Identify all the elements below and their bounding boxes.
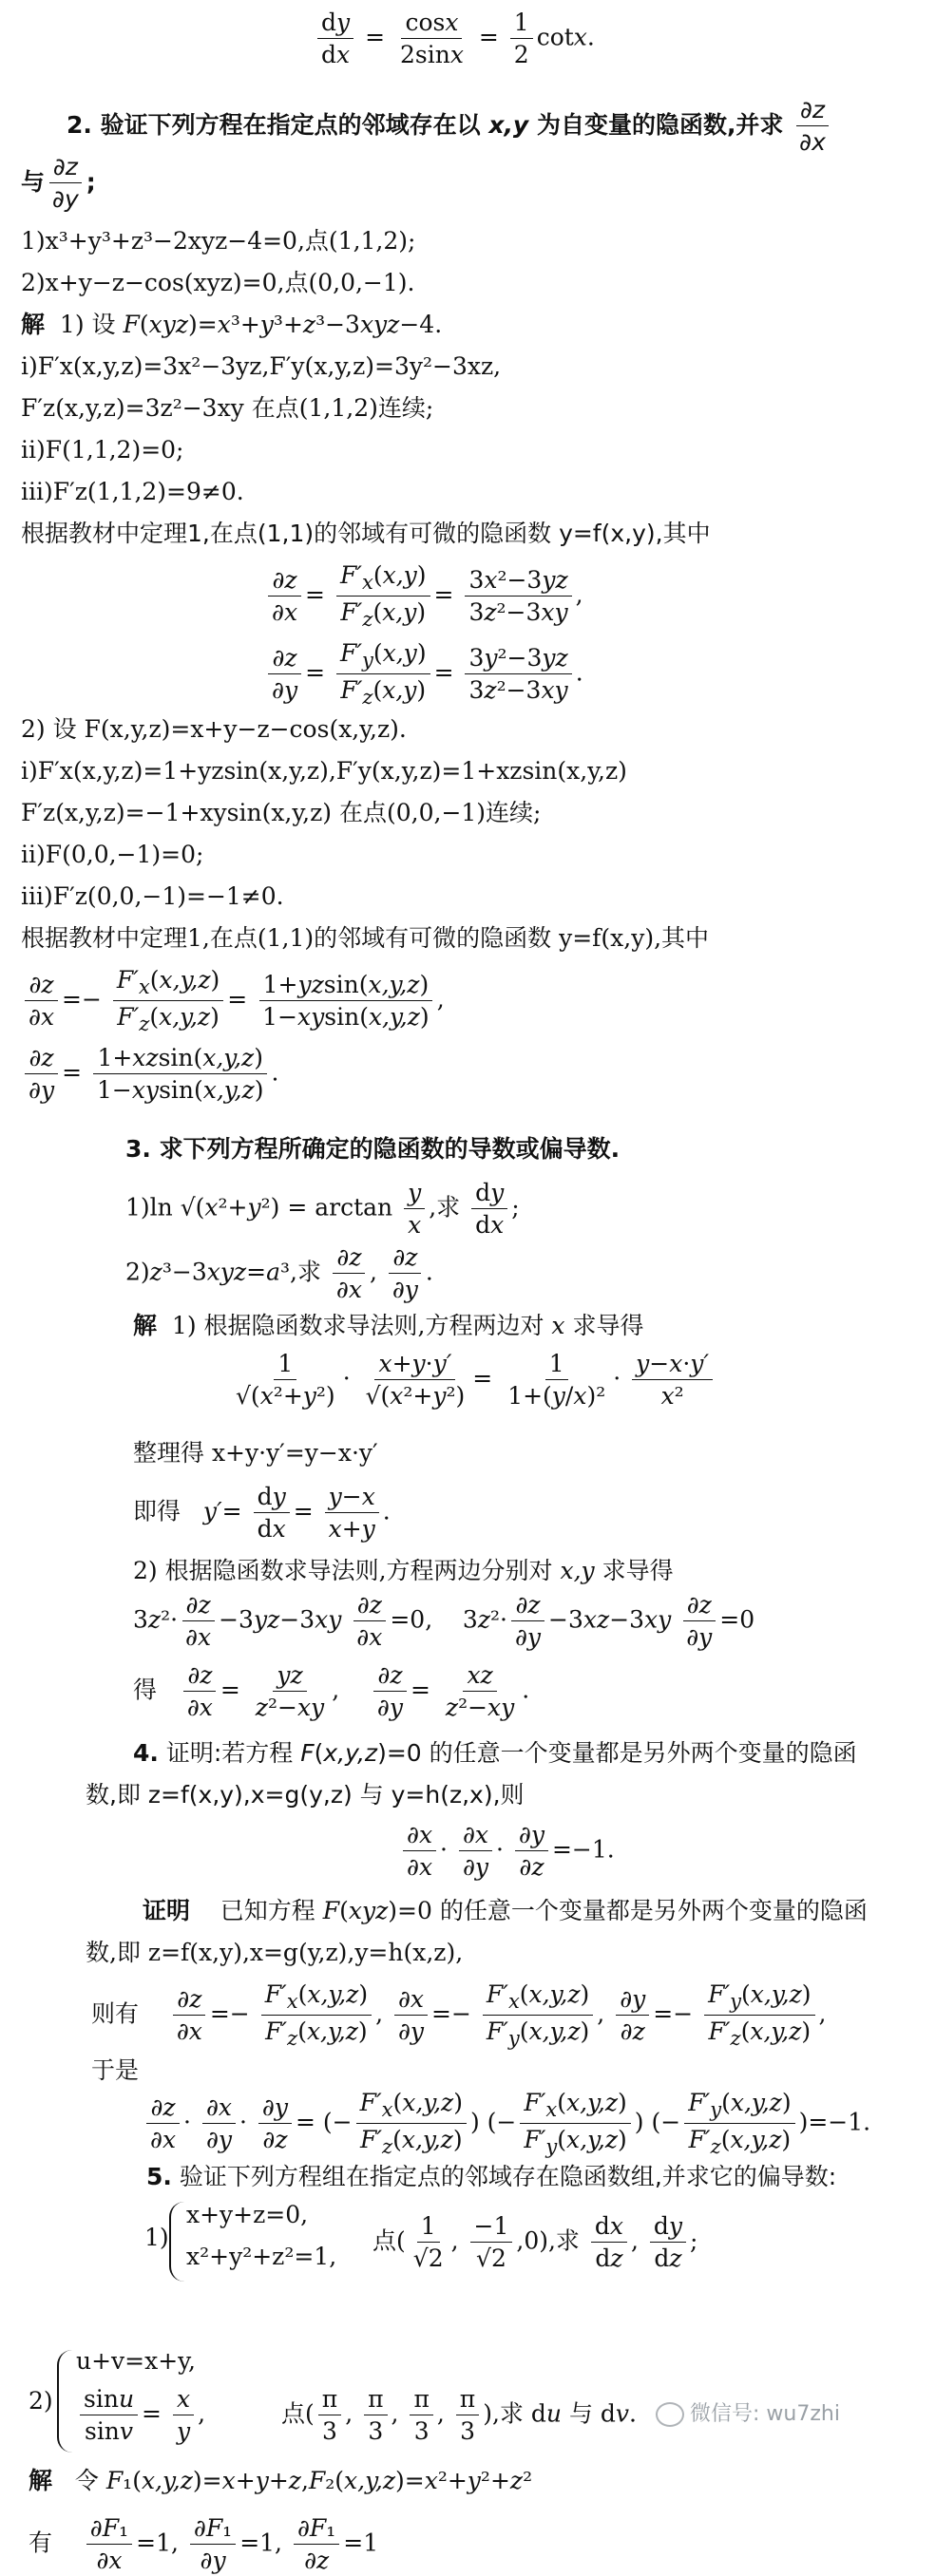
watermark <box>656 2401 840 2428</box>
wechat-icon <box>656 2402 684 2427</box>
solution-2-2-intro: 2) 设 F(x,y,z)=x+y−z−cos(x,y,z). <box>21 715 407 743</box>
proof-4-intro: 证明 已知方程 F(xyz)=0 的任意一个变量都是另外两个变量的隐函 <box>143 1897 868 1924</box>
system2-eq1: u+v=x+y, <box>76 2347 196 2375</box>
problem4-claim: $\frac{\partial x}{\partial x}$ · $\frac{\partial x}{\partial y}$ · $\frac{\partial y}{\partial z}$ =−1. <box>399 1820 615 1883</box>
system1-brace <box>169 2202 184 2282</box>
solution-2-1-i: i)F′x(x,y,z)=3x²−3yz,F′y(x,y,z)=3y²−3xz, <box>21 352 502 380</box>
solution-5-intro: 解 令 F₁(x,y,z)=x+y+z,F₂(x,y,z)=x²+y²+z² <box>29 2467 533 2494</box>
equation-2-2-dzdx: $\frac{\partial z}{\partial x}$ =− $\frac{F'_x(x,y,z)}{F'_z(x,y,z)}$ = $\frac{1+yzsin(x,y,z)}{1-xysin(x,y,z)}$ , <box>21 965 445 1037</box>
system1-eq2: x²+y²+z²=1, <box>186 2243 337 2270</box>
system2-brace <box>57 2350 72 2453</box>
proof-4-intro-cont: 数,即 z=f(x,y),x=g(y,z),y=h(x,z), <box>86 1939 464 1966</box>
solution-5-partials: 有 $\frac{\text{∂F₁}}{\partial x}$ =1, $\frac{\text{∂F₁}}{\partial y}$ =1, $\frac{\text{∂F₁}}{\partial z}$ =1 <box>29 2514 379 2575</box>
solution-2-1-iii: iii)F′z(1,1,2)=9≠0. <box>21 478 244 505</box>
equation-3-2: 3z²· $\frac{\partial z}{\partial x}$ −3yz−3xy $\frac{\partial z}{\partial x}$ =0, 3z²· $\frac{\partial z}{\partial y}$ −3xz−3xy $\frac{\partial z}{\partial y}$ =0 <box>133 1591 755 1652</box>
solution-2-2-i: i)F′x(x,y,z)=1+yzsin(x,y,z),F′y(x,y,z)=1+xzsin(x,y,z) <box>21 757 627 785</box>
proof-4-equations: 则有 $\frac{\partial z}{\partial x}$ =− $\frac{F'_x(x,y,z)}{F'_z(x,y,z)}$ , $\frac{\partial x}{\partial y}$ =− $\frac{F'_x(x,y,z)}{F'_y(x,y,z)}$ , $\frac{\partial y}{\partial z}$ =− $\frac{F'_y(x,y,z)}{F'_z(x,y,z)}$ , <box>91 1980 827 2051</box>
problem3-heading: 3. 求下列方程所确定的隐函数的导数或偏导数. <box>125 1135 621 1163</box>
system2-point: 点( $\frac{\pi}{3}$ , $\frac{\pi}{3}$ , $\frac{\pi}{3}$ , $\frac{\pi}{3}$ ),求 du 与 dv. <box>281 2385 637 2446</box>
equation-3-1: $\frac{1}{\text{√(x²+y²)}}$ · $\frac{x+y\cdot y'}{\text{√(x²+y²)}}$ = $\frac{1}{\text{1+(y/x)²}}$ · $\frac{y-x\cdot y'}{\text{x²}}$ <box>228 1349 716 1411</box>
solution-2-2-ii: ii)F(0,0,−1)=0; <box>21 841 204 868</box>
equation-3-1-tidy: 整理得 x+y·y′=y−x·y′ <box>133 1439 378 1467</box>
system1-index: 1) <box>144 2224 169 2251</box>
problem2-item1: 1)x³+y³+z³−2xyz−4=0,点(1,1,2); <box>21 227 416 255</box>
problem3-item1: 1)ln √(x²+y²) = arctan $\frac{y}{x}$ ,求 $\frac{dy}{dx}$ ; <box>125 1179 520 1240</box>
system2-eq2: $\frac{\sin u}{\sin v}$ = $\frac{x}{y}$ , <box>76 2384 205 2447</box>
problem4-heading-cont: 数,即 z=f(x,y),x=g(y,z) 与 y=h(z,x),则 <box>86 1781 525 1809</box>
top-equation: $\frac{dy}{dx}$ = $\frac{\cos x}{2\sin x}$ = $\frac{1}{2}$ cotx. <box>314 8 595 70</box>
problem3-item2: 2)z³−3xyz=a³,求 $\frac{\partial z}{\partial x}$ , $\frac{\partial z}{\partial y}$ . <box>125 1243 433 1304</box>
problem2-item2: 2)x+y−z−cos(xyz)=0,点(0,0,−1). <box>21 269 415 296</box>
problem2-heading: 2. 验证下列方程在指定点的邻域存在以 x,y 为自变量的隐函数,并求 $\frac{\partial z}{\partial x}$ <box>67 95 833 158</box>
system2-index: 2) <box>29 2387 53 2415</box>
theorem-note-2: 根据教材中定理1,在点(1,1)的邻域有可微的隐函数 y=f(x,y),其中 <box>21 924 710 952</box>
equation-2-2-dzdy: $\frac{\partial z}{\partial y}$ = $\frac{1+xzsin(x,y,z)}{1-xysin(x,y,z)}$ . <box>21 1043 278 1106</box>
proof-4-final: $\frac{\partial z}{\partial x}$ · $\frac{\partial x}{\partial y}$ · $\frac{\partial y}{\partial z}$ = (− $\frac{F'_x(x,y,z)}{F'_z(x,y,z)}$ ) (− $\frac{F'_x(x,y,z)}{F'_y(x,y,z)}$ ) (− $\frac{F'_y(x,y,z)}{F'_z(x,y,z)}$ )=−1. <box>143 2088 870 2160</box>
solution-3-2-intro: 2) 根据隐函数求导法则,方程两边分别对 x,y 求导得 <box>133 1557 674 1584</box>
watermark-text: 微信号: wu7zhi <box>690 2402 840 2426</box>
problem5-heading: 5. 验证下列方程组在指定点的邻域存在隐函数组,并求它的偏导数: <box>146 2163 837 2190</box>
theorem-note-1: 根据教材中定理1,在点(1,1)的邻域有可微的隐函数 y=f(x,y),其中 <box>21 520 711 547</box>
proof-4-so: 于是 <box>91 2056 140 2084</box>
solution-2-1-intro: 解 1) 设 F(xyz)=x³+y³+z³−3xyz−4. <box>21 311 443 338</box>
problem2-heading-cont: 与 $\frac{\partial z}{\partial y}$ ; <box>21 153 96 214</box>
system1-point: 点( $\frac{1}{√2}$ , $\frac{-1}{√2}$ ,0),求 $\frac{dx}{dz}$ , $\frac{dy}{dz}$ ; <box>372 2212 698 2273</box>
equation-3-2-result: 得 $\frac{\partial z}{\partial x}$ = $\frac{yz}{\text{z²−xy}}$ , $\frac{\partial z}{\partial y}$ = $\frac{xz}{\text{z²−xy}}$ . <box>133 1661 530 1722</box>
proof-4-then-label: 则有 <box>91 1999 140 2028</box>
equation-3-1-result: 即得 y′= $\frac{dy}{dx}$ = $\frac{y-x}{x+y}$ . <box>133 1483 391 1544</box>
equation-2-1-dzdy: $\frac{\partial z}{\partial y}$ = $\frac{F'_y(x,y)}{F'_z(x,y)}$ = $\frac{\text{3y²−3yz}}{\text{3z²−3xy}}$ . <box>264 638 583 710</box>
solution-2-2-iii: iii)F′z(0,0,−1)=−1≠0. <box>21 882 284 910</box>
solution-3-1-intro: 解 1) 根据隐函数求导法则,方程两边对 x 求导得 <box>133 1312 644 1339</box>
solution-2-1-ii: ii)F(1,1,2)=0; <box>21 436 184 464</box>
solution-2-1-i-cont: F′z(x,y,z)=3z²−3xy 在点(1,1,2)连续; <box>21 394 434 422</box>
problem4-heading: 4. 证明:若方程 F(x,y,z)=0 的任意一个变量都是另外两个变量的隐函 <box>133 1739 857 1767</box>
solution-2-2-i-cont: F′z(x,y,z)=−1+xysin(x,y,z) 在点(0,0,−1)连续; <box>21 799 542 826</box>
system1-eq1: x+y+z=0, <box>186 2201 309 2228</box>
equation-2-1-dzdx: $\frac{\partial z}{\partial x}$ = $\frac{F'_x(x,y)}{F'_z(x,y)}$ = $\frac{\text{3x²−3yz}}{\text{3z²−3xy}}$ , <box>264 560 583 633</box>
